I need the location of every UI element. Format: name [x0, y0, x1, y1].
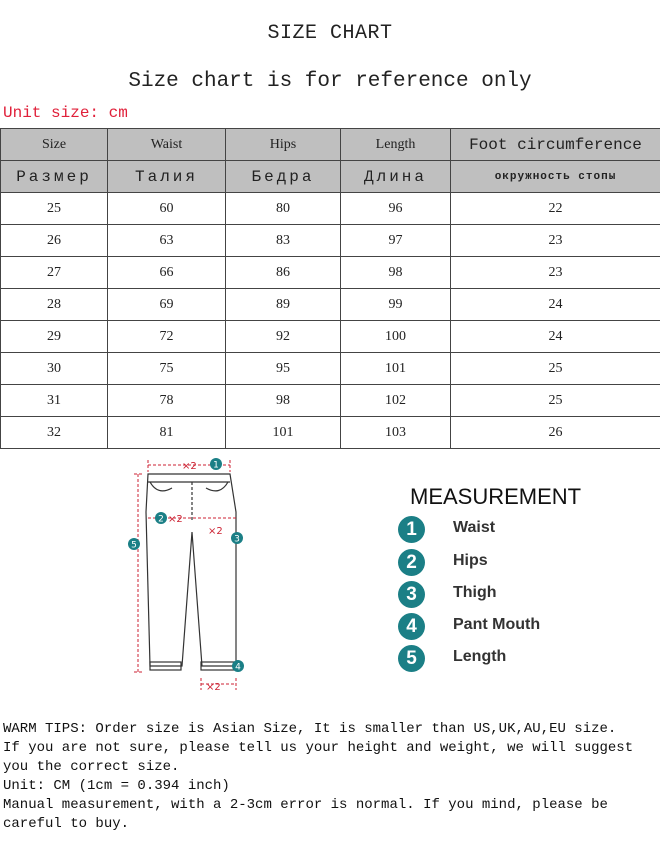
cell-hips: 80: [226, 193, 341, 225]
header-foot-ru: окружность стопы: [451, 161, 660, 193]
cell-waist: 78: [108, 385, 226, 417]
cell-length: 96: [341, 193, 451, 225]
cell-foot: 24: [451, 321, 660, 353]
cell-waist: 60: [108, 193, 226, 225]
pants-outline-icon: [146, 474, 236, 670]
measurement-label: Waist: [453, 519, 496, 536]
cell-hips: 83: [226, 225, 341, 257]
measurement-label: Length: [453, 648, 507, 665]
cell-foot: 26: [451, 417, 660, 449]
table-row: [1, 193, 660, 225]
page-title: SIZE CHART: [267, 22, 393, 45]
subtitle: Size chart is for reference only: [128, 70, 532, 93]
tip-line: If you are not sure, please tell us your height and weight, we will suggest you the correct size.: [3, 740, 634, 775]
cell-foot: 25: [451, 353, 660, 385]
header-hips-ru: Бедра: [226, 161, 341, 193]
measurement-item-hips: [398, 549, 638, 579]
measurement-item-thigh: [398, 581, 638, 611]
x2-waist-label: ×2: [182, 461, 197, 472]
cell-hips: 92: [226, 321, 341, 353]
measurement-label: Thigh: [453, 584, 497, 601]
number-5-icon: 5: [398, 645, 425, 672]
marker-5-icon: [128, 538, 140, 551]
x2-hips-label: ×2: [168, 514, 183, 525]
cell-hips: 86: [226, 257, 341, 289]
cell-size: 31: [1, 385, 108, 417]
cell-waist: 69: [108, 289, 226, 321]
cell-length: 102: [341, 385, 451, 417]
cell-foot: 23: [451, 225, 660, 257]
table-row: [1, 417, 660, 449]
cell-hips: 95: [226, 353, 341, 385]
cell-size: 26: [1, 225, 108, 257]
svg-text:5: 5: [131, 540, 137, 551]
header-foot: Foot circumference: [451, 129, 660, 161]
cell-size: 27: [1, 257, 108, 289]
header-row-ru: [1, 161, 660, 193]
cell-foot: 23: [451, 257, 660, 289]
cell-size: 28: [1, 289, 108, 321]
cell-length: 100: [341, 321, 451, 353]
cell-waist: 75: [108, 353, 226, 385]
pants-measurement-diagram: [120, 452, 260, 692]
tip-line: WARM TIPS: Order size is Asian Size, It is smaller than US,UK,AU,EU size.: [3, 721, 617, 737]
marker-2-icon: [155, 512, 167, 525]
cell-length: 101: [341, 353, 451, 385]
cell-length: 103: [341, 417, 451, 449]
size-table: [0, 128, 660, 449]
measurement-label: Hips: [453, 552, 488, 569]
cell-length: 97: [341, 225, 451, 257]
number-3-icon: 3: [398, 581, 425, 608]
header-size: Size: [1, 129, 108, 161]
number-2-icon: 2: [398, 549, 425, 576]
cell-size: 25: [1, 193, 108, 225]
header-size-ru: Размер: [1, 161, 108, 193]
unit-label: Unit size: cm: [3, 104, 128, 122]
cell-size: 32: [1, 417, 108, 449]
warm-tips: [3, 720, 653, 834]
cell-hips: 98: [226, 385, 341, 417]
cell-hips: 89: [226, 289, 341, 321]
table-row: [1, 289, 660, 321]
table-row: [1, 321, 660, 353]
cell-length: 98: [341, 257, 451, 289]
header-waist-ru: Талия: [108, 161, 226, 193]
svg-text:1: 1: [213, 460, 219, 471]
measurement-item-length: [398, 645, 638, 675]
x2-thigh-label: ×2: [208, 526, 223, 537]
marker-1-icon: [210, 458, 222, 471]
tip-line: Manual measurement, with a 2-3cm error is normal. If you mind, please be careful to buy.: [3, 797, 608, 832]
svg-text:4: 4: [235, 662, 241, 673]
header-length-ru: Длина: [341, 161, 451, 193]
cell-waist: 63: [108, 225, 226, 257]
cell-waist: 81: [108, 417, 226, 449]
cell-hips: 101: [226, 417, 341, 449]
cell-foot: 25: [451, 385, 660, 417]
header-length: Length: [341, 129, 451, 161]
measurement-item-pant-mouth: [398, 613, 638, 643]
header-row-en: [1, 129, 660, 161]
cell-foot: 24: [451, 289, 660, 321]
header-hips: Hips: [226, 129, 341, 161]
header-waist: Waist: [108, 129, 226, 161]
x2-mouth-label: ×2: [206, 682, 221, 692]
number-1-icon: 1: [398, 516, 425, 543]
measurement-label: Pant Mouth: [453, 616, 541, 633]
svg-text:3: 3: [234, 534, 240, 545]
measurement-item-waist: [398, 516, 638, 546]
cell-waist: 72: [108, 321, 226, 353]
marker-3-icon: [231, 532, 243, 545]
table-row: [1, 353, 660, 385]
table-row: [1, 257, 660, 289]
cell-foot: 22: [451, 193, 660, 225]
tip-line: Unit: CM (1cm = 0.394 inch): [3, 778, 230, 794]
svg-text:2: 2: [158, 514, 164, 525]
cell-waist: 66: [108, 257, 226, 289]
measurement-title: MEASUREMENT: [410, 484, 582, 509]
table-row: [1, 385, 660, 417]
cell-size: 30: [1, 353, 108, 385]
table-row: [1, 225, 660, 257]
marker-4-icon: [232, 660, 244, 673]
cell-size: 29: [1, 321, 108, 353]
number-4-icon: 4: [398, 613, 425, 640]
cell-length: 99: [341, 289, 451, 321]
